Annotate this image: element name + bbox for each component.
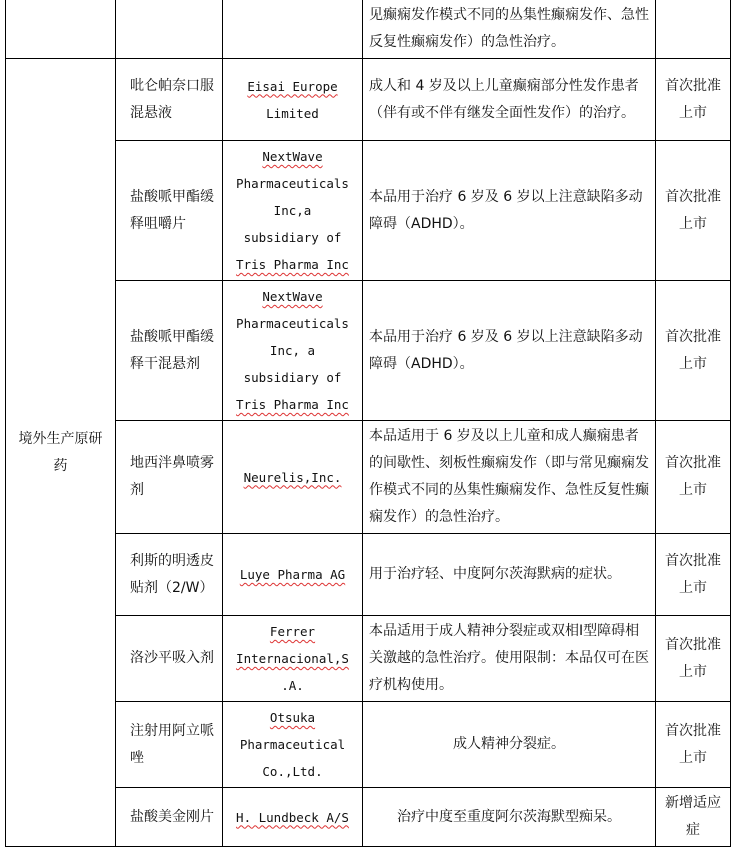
drug-name-cell: 盐酸哌甲酯缓释咀嚼片 [116, 141, 223, 281]
company-cell [223, 59, 363, 141]
approval-type-cell: 首次批准上市 [656, 421, 731, 534]
company-line: NextWave [262, 289, 323, 304]
company-cell [223, 281, 363, 421]
approval-type-cell: 新增适应症 [656, 788, 731, 847]
drug-name-cell: 利斯的明透皮贴剂（2/W） [116, 534, 223, 616]
company-line: Tris Pharma Inc [236, 257, 349, 272]
drug-name-cell: 洛沙平吸入剂 [116, 616, 223, 702]
drug-approval-table [5, 0, 731, 847]
company-line: Pharmaceuticals [236, 176, 349, 191]
category-cell [6, 59, 116, 847]
company-cell [223, 788, 363, 847]
indication-cell: 本品适用于成人精神分裂症或双相Ⅰ型障碍相关激越的急性治疗。使用限制：本品仅可在医疗机构使用。 [363, 616, 656, 702]
company-line: Eisai Europe [247, 78, 338, 94]
drug-name-cell: 注射用阿立哌唑 [116, 702, 223, 788]
company-line: Internacional,S [236, 651, 349, 666]
approval-type-cell: 首次批准上市 [656, 59, 731, 141]
company-line: Luye Pharma AG [239, 567, 346, 582]
approval-type-cell: 首次批准上市 [656, 616, 731, 702]
company-cell [223, 616, 363, 702]
company-line: subsidiary of [243, 230, 342, 245]
company-cell [223, 421, 363, 534]
company-line: subsidiary of [243, 370, 342, 385]
company-line: Inc, a [269, 343, 316, 358]
company-line: Tris Pharma Inc [236, 397, 349, 412]
indication-cell: 见癫痫发作模式不同的丛集性癫痫发作、急性反复性癫痫发作）的急性治疗。 [363, 0, 656, 59]
indication-cell: 本品用于治疗 6 岁及 6 岁以上注意缺陷多动障碍（ADHD）。 [363, 141, 656, 281]
table-row [6, 59, 731, 141]
company-line: Limited [266, 105, 319, 121]
approval-type-cell: 首次批准上市 [656, 702, 731, 788]
category-label: 境外生产原研药 [18, 430, 103, 474]
indication-cell: 本品用于治疗 6 岁及 6 岁以上注意缺陷多动障碍（ADHD）。 [363, 281, 656, 421]
approval-cell-empty [656, 0, 731, 59]
company-line: Ferrer [269, 624, 316, 639]
company-line: Inc,a [273, 203, 312, 218]
company-line: H. Lundbeck A/S [236, 809, 349, 825]
company-line: Neurelis,Inc. [243, 469, 342, 485]
approval-type-cell: 首次批准上市 [656, 141, 731, 281]
company-cell [223, 534, 363, 616]
drug-cell-empty [116, 0, 223, 59]
drug-name-cell: 盐酸哌甲酯缓释干混悬剂 [116, 281, 223, 421]
company-cell-empty [223, 0, 363, 59]
indication-cell: 治疗中度至重度阿尔茨海默型痴呆。 [363, 788, 656, 847]
drug-name-cell: 吡仑帕奈口服混悬液 [116, 59, 223, 141]
company-cell [223, 141, 363, 281]
company-line: Otsuka [269, 710, 316, 725]
indication-cell: 成人和 4 岁及以上儿童癫痫部分性发作患者（伴有或不伴有继发全面性发作）的治疗。 [363, 59, 656, 141]
category-cell-empty [6, 0, 116, 59]
company-line: .A. [281, 678, 304, 693]
company-line: Pharmaceutical [239, 737, 346, 752]
drug-name-cell: 地西泮鼻喷雾剂 [116, 421, 223, 534]
indication-cell: 用于治疗轻、中度阿尔茨海默病的症状。 [363, 534, 656, 616]
indication-cell: 成人精神分裂症。 [363, 702, 656, 788]
drug-name-cell: 盐酸美金刚片 [116, 788, 223, 847]
continuation-row [6, 0, 731, 59]
approval-type-cell: 首次批准上市 [656, 281, 731, 421]
indication-cell: 本品适用于 6 岁及以上儿童和成人癫痫患者的间歇性、刻板性癫痫发作（即与常见癫痫发作模式不同的丛集性癫痫发作、急性反复性癫痫发作）的急性治疗。 [363, 421, 656, 534]
company-line: Co.,Ltd. [262, 764, 323, 779]
company-line: NextWave [262, 149, 323, 164]
approval-type-cell: 首次批准上市 [656, 534, 731, 616]
company-cell [223, 702, 363, 788]
company-line: Pharmaceuticals [236, 316, 349, 331]
